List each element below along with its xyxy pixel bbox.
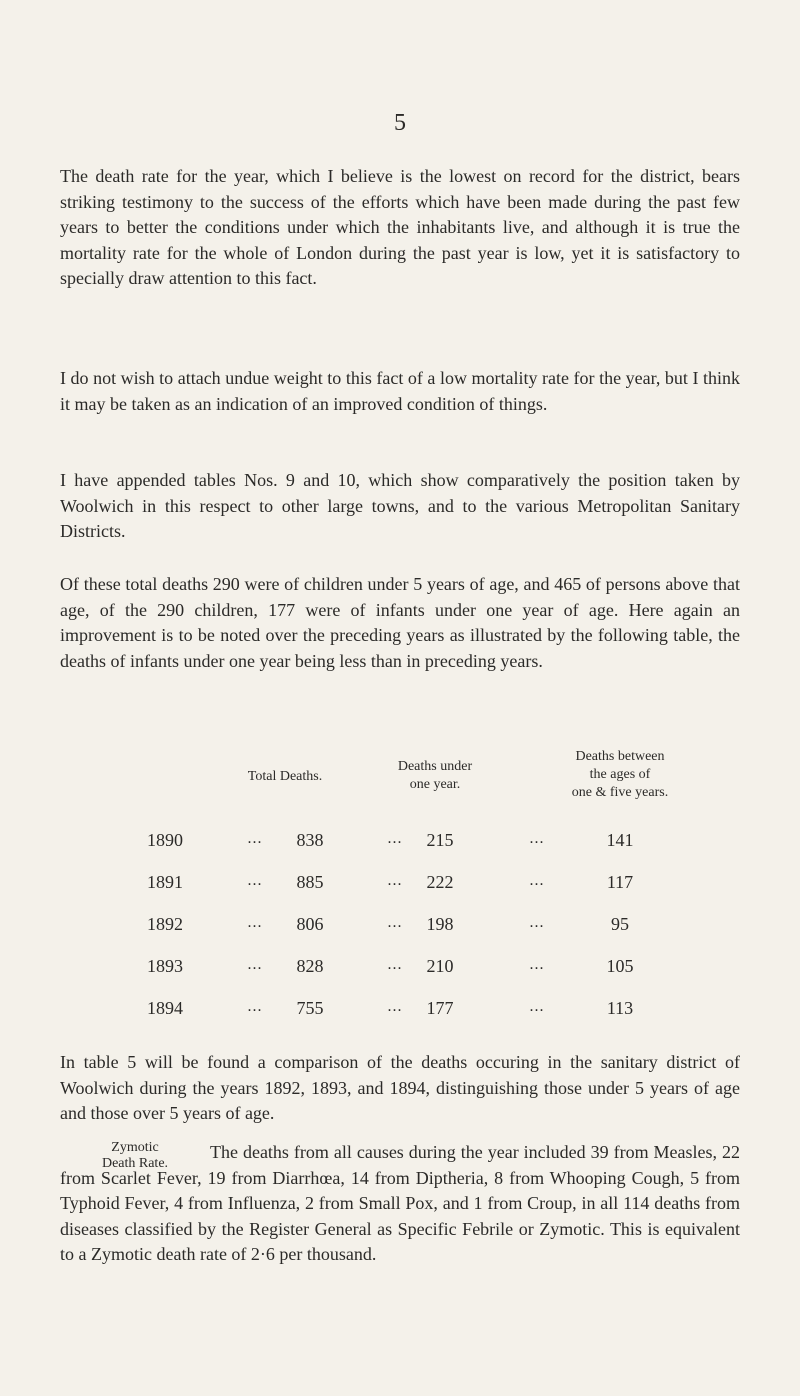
sidenote-zymotic: Zymotic Death Rate. — [101, 1140, 169, 1171]
paragraph-total-deaths: Of these total deaths 290 were of children under 5 years of age, and 465 of persons above that age, of the 290 children, 177 were of infants under one year of age. Here again an improvement is to be noted over the preceding years as illustrated by the following table, the deaths of infants under one year being less than in preceding years. — [60, 574, 740, 671]
row-year: 1894 — [147, 998, 183, 1018]
row-total: 806 — [296, 914, 324, 934]
row-year: 1893 — [147, 956, 183, 976]
paragraph-appended-tables: I have appended tables Nos. 9 and 10, which show comparatively the position taken by Woolwich in this respect to other large towns, and to the various Metropolitan Sanitary Districts. — [60, 470, 740, 541]
leader-dots: ... — [529, 914, 545, 931]
leader-dots: ... — [529, 998, 545, 1015]
header-deaths-one-to-five: Deaths between the ages of one & five years. — [571, 749, 669, 800]
row-under-one: 222 — [426, 872, 454, 892]
paragraph-zymotic: The deaths from all causes during the year included 39 from Measles, 22 from Scarlet Fever, 19 from Diarrhœa, 14 from Diptheria, 8 from Whooping Cough, 5 from Typhoid Fever, 4 from Influenza, 2 from Small Pox, and 1 from Croup, in all 114 deaths from diseases classified by the Register General as Specific Febrile or Zymotic. This is equivalent to a Zymotic death rate of 2·6 per thousand. — [60, 1142, 740, 1264]
paragraph-table-five: In table 5 will be found a comparison of the deaths occuring in the sanitary district of Woolwich during the years 1892, 1893, and 1894, distinguishing those under 5 years of age and those over 5 years of age. — [60, 1052, 740, 1123]
leader-dots: ... — [247, 872, 263, 889]
row-total: 755 — [296, 998, 324, 1018]
row-year: 1891 — [147, 872, 183, 892]
leader-dots: ... — [387, 956, 403, 973]
leader-dots: ... — [247, 914, 263, 931]
leader-dots: ... — [247, 998, 263, 1015]
row-under-one: 177 — [426, 998, 454, 1018]
row-one-to-five: 141 — [606, 830, 634, 850]
row-under-one: 210 — [426, 956, 454, 976]
row-total: 885 — [296, 872, 324, 892]
leader-dots: ... — [529, 830, 545, 847]
row-year: 1890 — [147, 830, 183, 850]
leader-dots: ... — [247, 830, 263, 847]
paragraph-undue-weight: I do not wish to attach undue weight to this fact of a low mortality rate for the year, but I think it may be taken as an indication of an improved condition of things. — [60, 368, 740, 414]
leader-dots: ... — [387, 830, 403, 847]
header-deaths-under-one: Deaths under one year. — [397, 759, 473, 792]
paragraph-death-rate: The death rate for the year, which I believe is the lowest on record for the district, bears striking testimony to the success of the efforts which have been made during the past few years to better the conditions under which the inhabitants live, and although it is true the mortality rate for the whole of London during the past year is low, yet it is satisfactory to specially draw attention to this fact. — [60, 166, 740, 288]
leader-dots: ... — [529, 872, 545, 889]
row-one-to-five: 105 — [606, 956, 634, 976]
infant-deaths-table — [60, 749, 740, 1088]
row-one-to-five: 113 — [606, 998, 634, 1018]
row-year: 1892 — [147, 914, 183, 934]
leader-dots: ... — [387, 872, 403, 889]
row-total: 828 — [296, 956, 324, 976]
page-number: 5 — [394, 110, 406, 136]
leader-dots: ... — [247, 956, 263, 973]
row-one-to-five: 117 — [606, 872, 634, 892]
row-one-to-five: 95 — [611, 914, 629, 934]
leader-dots: ... — [387, 998, 403, 1015]
row-under-one: 198 — [426, 914, 454, 934]
row-total: 838 — [296, 830, 324, 850]
header-total-deaths: Total Deaths. — [247, 769, 323, 784]
leader-dots: ... — [529, 956, 545, 973]
leader-dots: ... — [387, 914, 403, 931]
row-under-one: 215 — [426, 830, 454, 850]
